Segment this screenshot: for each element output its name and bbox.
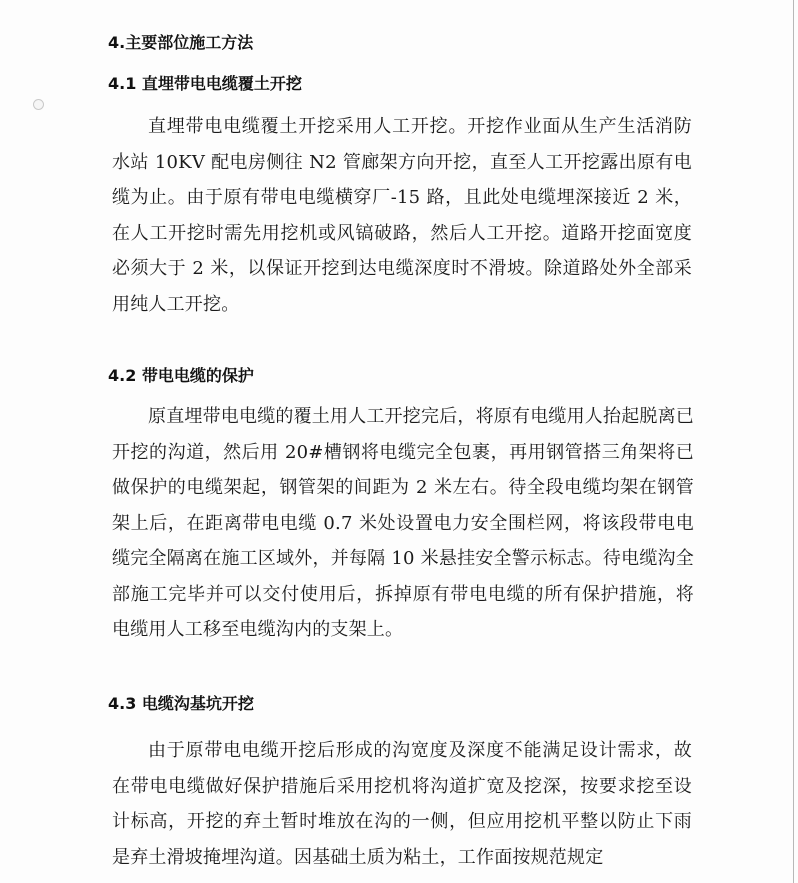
punch-hole-mark: [33, 99, 44, 110]
paragraph-4-3: 由于原带电电缆开挖后形成的沟宽度及深度不能满足设计需求，故在带电电缆做好保护措施后采用挖机将沟道扩宽及挖深，按要求挖至设计标高，开挖的弃土暂时堆放在沟的一侧，但应用挖机平整以防止下雨是弃土滑坡掩埋沟道。因基础土质为粘土，工作面按规范规定: [112, 740, 692, 868]
subsection-heading-4-1: 4.1 直埋带电电缆覆土开挖: [108, 74, 302, 93]
section-heading: 4.主要部位施工方法: [108, 33, 254, 52]
page-edge-line: [793, 0, 794, 883]
paragraph-4-2: 原直埋带电电缆的覆土用人工开挖完后，将原有电缆用人抬起脱离已开挖的沟道，然后用 20#槽钢将电缆完全包裹，再用钢管搭三角架将已做保护的电缆架起，钢管架的间距为 2 米左右。待全段电缆均架在钢管架上后，在距离带电电缆 0.7 米处设置电力安全围栏网，将该段带电电缆完全隔离在施工区域外，并每隔 10 米悬挂安全警示标志。待电缆沟全部施工完毕并可以交付使用后，拆掉原有带电电缆的所有保护措施，将电缆用人工移至电缆沟内的支架上。: [112, 406, 694, 640]
paragraph-4-1: 直埋带电电缆覆土开挖采用人工开挖。开挖作业面从生产生活消防水站 10KV 配电房侧往 N2 管廊架方向开挖，直至人工开挖露出原有电缆为止。由于原有带电电缆横穿厂-15 路，且此处电缆埋深接近 2 米，在人工开挖时需先用挖机或风镐破路，然后人工开挖。道路开挖面宽度必须大于 2 米，以保证开挖到达电缆深度时不滑坡。除道路处外全部采用纯人工开挖。: [112, 116, 692, 315]
subsection-heading-4-2: 4.2 带电电缆的保护: [108, 366, 254, 385]
subsection-heading-4-3: 4.3 电缆沟基坑开挖: [108, 694, 254, 713]
